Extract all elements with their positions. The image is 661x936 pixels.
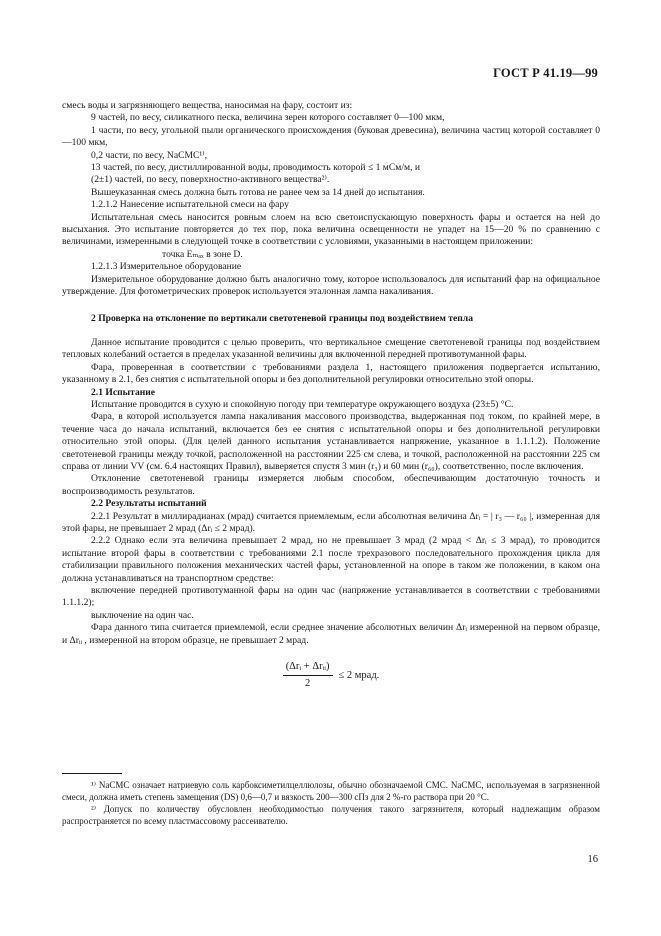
formula-fraction xyxy=(283,661,333,691)
formula-denominator: 2 xyxy=(304,678,311,690)
subsection-title: 2.2 Результаты испытаний xyxy=(91,498,207,510)
footnote: ¹⁾ NaCMC означает натриевую соль карбоксиметилцеллюлозы, обычно обозначаемой CMC. NaCMC, используемая в загрязненной смеси, должна иметь степень замещения (DS) 0,6—0,7 и вязкость 200—300 сПз для 2 %-го раствора при 20 °С. xyxy=(62,780,600,802)
paragraph: Фара данного типа считается приемлемой, если среднее значение абсолютных величин Δrᵢ измеренной на первом образце, и Δrᵢᵢ , измеренной на втором образце, не превышает 2 мрад. xyxy=(62,622,600,646)
list-item: 0,2 части, по весу, NaCMC¹⁾, xyxy=(91,149,208,161)
paragraph: Данное испытание проводится с целью проверить, что вертикальное смещение светотеневой границы под воздействием тепловых колебаний остается в пределах указанной величины для включенной передней противотуманной фары. xyxy=(62,336,600,361)
paragraph: Испытательная смесь наносится ровным слоем на всю светоиспускающую поверхность фары и остается на ней до высыхания. Это испытание повторяется до тех пор, пока величина освещенности не упадет на 15—20 % по сравнению с величинами, измеренными в следующей точке в соответствии с условиями, указанными в настоящем приложении: xyxy=(62,211,600,248)
document-body xyxy=(62,100,600,691)
subsection-title: 1.2.1.3 Измерительное оборудование xyxy=(91,261,242,273)
paragraph: смесь воды и загрязняющего вещества, наносимая на фару, состоит из: xyxy=(62,100,353,111)
footnotes xyxy=(62,779,600,827)
footnote: ²⁾ Допуск по количеству обусловлен необходимостью получения такого загрязнителя, который надлежащим образом распространяется по всему пластмассовому рассеивателю. xyxy=(62,804,600,826)
subsection-title: 1.2.1.2 Нанесение испытательной смеси на фару xyxy=(91,199,289,211)
paragraph: 2.2.1 Результат в миллирадианах (мрад) считается приемлемым, если абсолютная величина Δrᵢ = | r₃ — r₆₀ |, измеренная для этой фары, не превышает 2 мрад (Δrᵢ ≤ 2 мрад). xyxy=(62,510,600,534)
paragraph: Фара, проверенная в соответствии с требованиями раздела 1, настоящего приложения подвергается испытанию, указанному в 2.1, без снятия с испытательной опоры и без дополнительной регулировки относительно этой опоры. xyxy=(62,361,600,386)
paragraph: включение передней противотуманной фары на один час (напряжение устанавливается в соответствии с требованиями 1.1.1.2); xyxy=(62,585,600,609)
formula xyxy=(62,661,600,691)
paragraph: Отклонение светотеневой границы измеряется любым способом, обеспечивающим достаточную точность и воспроизводимость результатов. xyxy=(62,473,600,497)
paragraph: Вышеуказанная смесь должна быть готова не ранее чем за 14 дней до испытания. xyxy=(91,186,425,198)
list-item: 9 частей, по весу, силикатного песка, величина зерен которого составляет 0—100 мкм, xyxy=(91,112,445,124)
paragraph: выключение на один час. xyxy=(91,609,194,621)
page-number: 16 xyxy=(587,854,598,865)
document-header: ГОСТ Р 41.19—99 xyxy=(493,66,598,80)
formula-numerator: (Δrᵢ + Δrᵢᵢ) xyxy=(283,661,333,676)
footnote-divider xyxy=(62,773,122,774)
list-item: (2±1) частей, по весу, поверхностно-активного вещества²⁾. xyxy=(91,174,330,186)
paragraph: Фара, в которой используется лампа накаливания массового производства, выдержанная под током, по крайней мере, в течение часа до начала испытаний, включается без ее снятия с испытательной опоры и без дополнительной регулировки относительно этой опоры. (Для целей данного испытания устанавливается напряжение, указанное в 1.1.1.2). Положение светотеневой границы между точкой, расположенной на расстоянии 225 см слева, и точкой, расположенной на расстоянии 225 см справа от линии VV (см. 6.4 настоящих Правил), выверяется спустя 3 мин (r₃) и 60 мин (r₆₀), соответственно, после включения. xyxy=(62,411,600,472)
paragraph: Испытание проводится в сухую и спокойную погоду при температуре окружающего воздуха (23±5) °С. xyxy=(91,398,514,410)
paragraph: 2.2.2 Однако если эта величина превышает 2 мрад, но не превышает 3 мрад (2 мрад < Δrᵢ ≤ 3 мрад), то проводится испытание второй фары в соответствии с требованиями 2.1 после трехразового последовательного прохождения цикла для стабилизации правильного положения механических частей фары, установленной на опоре в таком же положении, в каком она должна устанавливаться на транспортном средстве: xyxy=(62,535,600,584)
section-heading: 2 Проверка на отклонение по вертикали светотеневой границы под воздействием тепла xyxy=(91,312,473,324)
list-item: 1 части, по весу, угольной пыли органического происхождения (буковая древесина), величина частиц которой составляет 0—100 мкм, xyxy=(62,124,600,149)
paragraph: точка Eₘₐₓ в зоне D. xyxy=(162,248,243,260)
formula-relation: ≤ 2 мрад. xyxy=(338,669,380,681)
subsection-title: 2.1 Испытание xyxy=(91,386,156,398)
paragraph: Измерительное оборудование должно быть аналогично тому, которое использовалось для испытаний фар на официальное утверждение. Для фотометрических проверок используется эталонная лампа накаливания. xyxy=(62,273,600,298)
list-item: 13 частей, по весу, дистиллированной воды, проводимость которой ≤ 1 мСм/м, и xyxy=(91,162,421,174)
